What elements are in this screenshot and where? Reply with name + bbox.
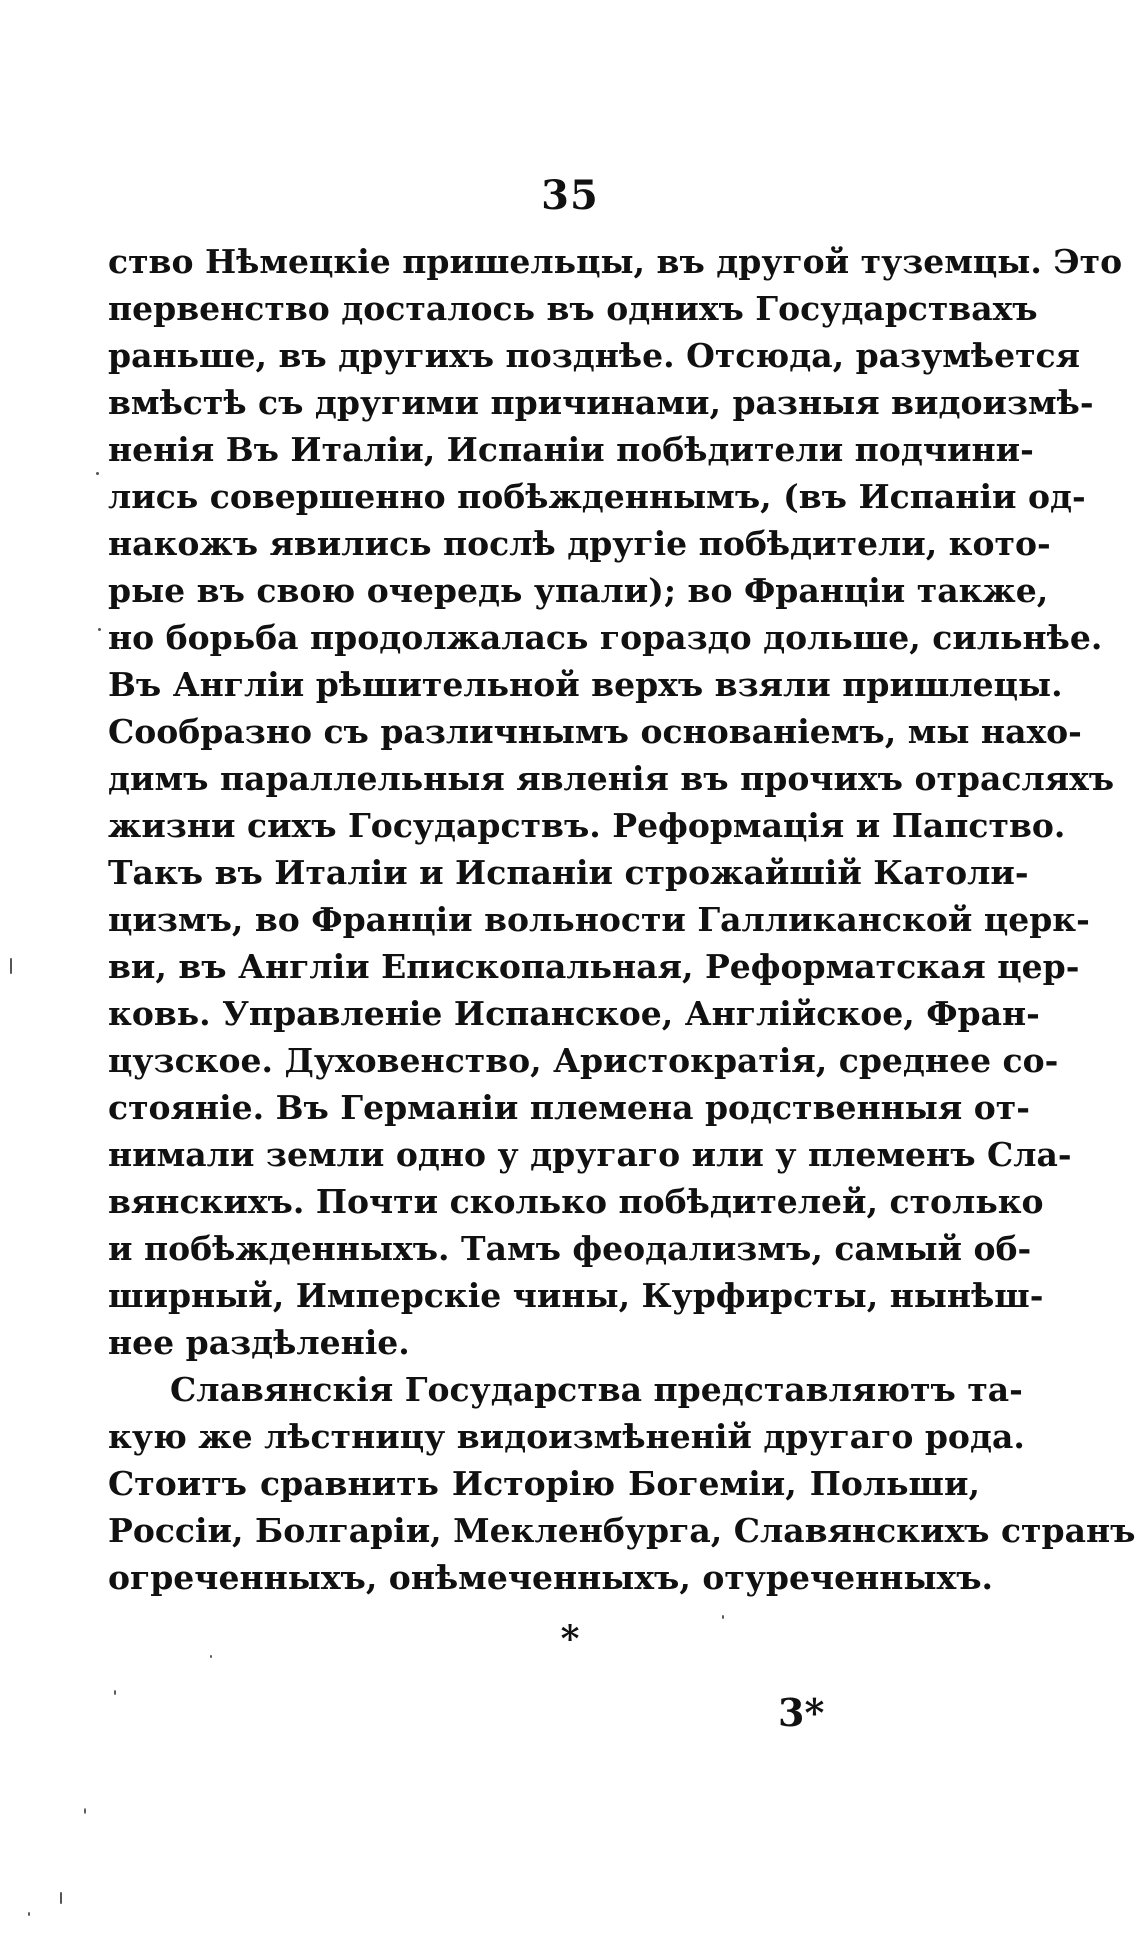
text-line: Славянскія Государства представляютъ та- [170, 1370, 1023, 1409]
text-line: ви, въ Англіи Епископальная, Реформатская цер- [108, 947, 1080, 986]
text-line: димъ параллельныя явленія въ прочихъ отрасляхъ [108, 759, 1115, 798]
text-line: лись совершенно побѣжденнымъ, (въ Испаніи од- [108, 477, 1086, 516]
text-line: рые въ свою очередь упали); во Франціи также, [108, 571, 1049, 610]
text-line: Такъ въ Италіи и Испаніи строжайшій Католи- [108, 853, 1029, 892]
text-line: раньше, въ другихъ позднѣе. Отсюда, разумѣется [108, 336, 1081, 375]
text-line: ненія Въ Италіи, Испаніи побѣдители подчини- [108, 430, 1034, 469]
text-line: первенство досталось въ однихъ Государствахъ [108, 289, 1038, 328]
text-line: цизмъ, во Франціи вольности Галликанской церк- [108, 900, 1090, 939]
scan-speck [84, 1808, 86, 1814]
text-line: жизни сихъ Государствъ. Реформація и Папство. [108, 806, 1066, 845]
text-line: вянскихъ. Почти сколько побѣдителей, столько [108, 1182, 1044, 1221]
text-line: ство Нѣмецкіе пришельцы, въ другой туземцы. Это [108, 242, 1123, 281]
scan-speck [722, 1615, 724, 1619]
text-line: стояніе. Въ Германіи племена родственныя от- [108, 1088, 1030, 1127]
scan-speck [10, 958, 12, 974]
paragraph-2 [108, 1366, 1136, 1601]
scan-speck [210, 1655, 212, 1658]
text-line: и побѣжденныхъ. Тамъ феодализмъ, самый об- [108, 1229, 1032, 1268]
text-line: Въ Англіи рѣшительной верхъ взяли пришлецы. [108, 665, 1063, 704]
scan-speck [60, 1892, 62, 1904]
text-line: накожъ явились послѣ другіе побѣдители, кото- [108, 524, 1051, 563]
text-line: огреченныхъ, онѣмеченныхъ, отуреченныхъ. [108, 1558, 994, 1597]
scan-speck [98, 628, 101, 631]
text-line: но борьба продолжалась гораздо дольше, сильнѣе. [108, 618, 1103, 657]
text-line: ковь. Управленіе Испанское, Англійское, Фран- [108, 994, 1040, 1033]
asterism: * [560, 1618, 580, 1660]
text-line: вмѣстѣ съ другими причинами, разныя видоизмѣ- [108, 383, 1094, 422]
signature-mark: 3* [778, 1690, 825, 1735]
scan-speck [96, 472, 99, 475]
text-line: нее раздѣленіе. [108, 1323, 410, 1362]
text-line: Стоитъ сравнить Исторію Богеміи, Польши, [108, 1464, 980, 1503]
text-line: нимали земли одно у другаго или у племенъ Сла- [108, 1135, 1072, 1174]
text-line: ширный, Имперскіе чины, Курфирсты, нынѣш- [108, 1276, 1044, 1315]
text-line: Сообразно съ различнымъ основаніемъ, мы нахо- [108, 712, 1082, 751]
page-number: 35 [541, 172, 599, 219]
paragraph-1 [108, 238, 1123, 1366]
text-line: цузское. Духовенство, Аристократія, среднее со- [108, 1041, 1059, 1080]
body-text [108, 238, 1136, 1601]
text-line: кую же лѣстницу видоизмѣненій другаго рода. [108, 1417, 1025, 1456]
scan-speck [114, 1690, 116, 1695]
text-line: Россіи, Болгаріи, Мекленбурга, Славянскихъ странъ [108, 1511, 1136, 1550]
scan-speck [28, 1912, 30, 1916]
